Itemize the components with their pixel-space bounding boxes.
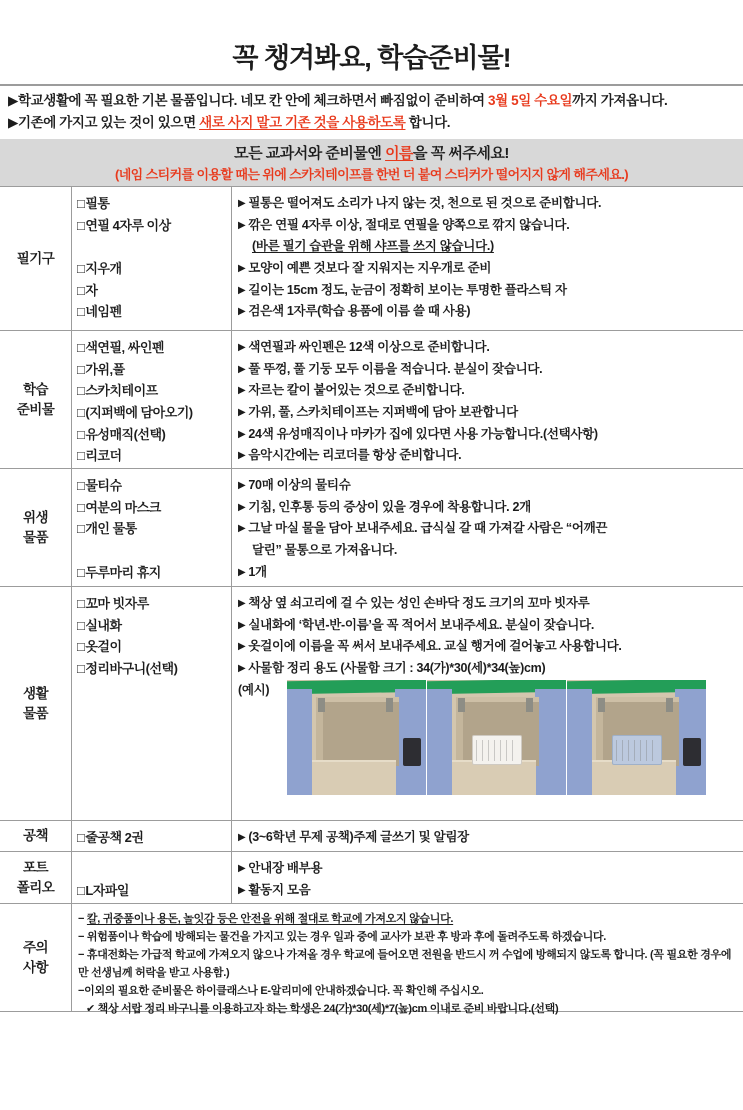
checklist-item xyxy=(77,497,231,519)
checkbox-icon: □ xyxy=(77,217,85,233)
checkbox-icon: □ xyxy=(77,340,85,355)
note-text: 길이는 15cm 정도, 눈금이 정확히 보이는 투명한 플라스틱 자 xyxy=(248,282,567,297)
note-text: (바른 필기 습관을 위해 샤프를 쓰지 않습니다.) xyxy=(252,239,494,254)
category-label: 폴리오 xyxy=(16,879,55,895)
checkbox-icon: □ xyxy=(77,882,85,898)
caution-line xyxy=(78,910,739,928)
note-text: 필통은 떨어져도 소리가 나지 않는 것, 천으로 된 것으로 준비합니다. xyxy=(248,196,602,210)
checklist-item xyxy=(77,258,231,280)
text-segment: −이외의 필요한 준비물은 하이클래스나 E-알리미에 안내하겠습니다. xyxy=(78,985,393,997)
note-text: 책상 옆 쇠고리에 걸 수 있는 성인 손바닥 정도 크기의 꼬마 빗자루 xyxy=(248,596,590,610)
checkbox-icon: □ xyxy=(77,521,85,537)
note-line xyxy=(238,445,743,467)
bullet-icon: ▶ xyxy=(238,619,246,631)
checkbox-icon: □ xyxy=(77,304,85,320)
table-row-cautions xyxy=(0,903,743,1015)
note-line xyxy=(238,280,743,302)
locker-hinge-left xyxy=(318,698,325,712)
checkbox-icon: □ xyxy=(77,478,85,493)
checkbox-icon: □ xyxy=(77,405,85,421)
notice-subline: (네임 스티커를 이용할 때는 위에 스카치테이프를 한번 더 붙여 스티커가 떨어지지 않게 해주세요.) xyxy=(115,167,628,182)
item-label: (지퍼백에 담아오기) xyxy=(85,405,193,421)
notes-cell-learning-supplies xyxy=(232,331,743,468)
locker-photo-strip xyxy=(287,680,706,795)
text-segment: 칼, 귀중품이나 용돈, 놀잇감 등은 안전을 위해 절대로 학교에 가져오지 않습니다. xyxy=(86,913,454,925)
intro-line-2 xyxy=(8,112,741,134)
locker-photo-white-basket xyxy=(427,680,566,795)
item-label: 연필 4자루 이상 xyxy=(85,217,171,233)
note-line xyxy=(238,540,743,562)
category-cell-learning-supplies xyxy=(0,331,72,468)
category-label: 필기구 xyxy=(16,250,55,266)
locker-hinge-left xyxy=(458,698,465,712)
item-label: 유성매직(선택) xyxy=(85,426,166,442)
note-line xyxy=(238,193,743,215)
notes-cell-hygiene-items xyxy=(232,469,743,586)
note-text: 가위, 풀, 스카치테이프는 지퍼백에 담아 보관합니다 xyxy=(248,405,518,420)
text-segment: 을 꼭 써주세요! xyxy=(413,145,509,162)
text-segment: ▶기존에 가지고 있는 것이 있으면 xyxy=(8,114,200,130)
checkbox-icon: □ xyxy=(77,448,85,464)
note-line xyxy=(238,658,743,680)
text-segment: − 휴대전화는 가급적 학교에 가져오지 않으나 가져올 경우 학교에 들어오면 전원을 반드시 꺼 수업에 방해되지 않도록 합니다. (꼭 필요한 경우에만 선생님께 허락을 받고 사용함.) xyxy=(78,949,732,979)
checkbox-icon: □ xyxy=(77,196,85,211)
caution-line xyxy=(78,1000,739,1018)
checklist-item xyxy=(77,562,231,584)
cautions-cell xyxy=(72,904,743,1015)
note-text: (3~6학년 무제 공책)주제 글쓰기 및 알림장 xyxy=(248,830,469,844)
bullet-icon: ▶ xyxy=(238,884,246,896)
checklist-item xyxy=(77,445,231,467)
text-segment: ✔ 책상 서랍 정리 바구니를 이용하고자 하는 학생은 24(가)*30(세)*7(높)cm 이내로 준비 바랍니다.(선택) xyxy=(86,1003,559,1015)
checklist-item xyxy=(77,380,231,402)
caution-line xyxy=(78,928,739,946)
bullet-icon: ▶ xyxy=(238,523,246,535)
text-segment: 새로 사지 말고 기존 것을 사용하도록 xyxy=(199,114,406,130)
checkbox-icon: □ xyxy=(77,661,85,677)
items-cell-notebooks xyxy=(72,821,232,851)
item-label: 두루마리 휴지 xyxy=(85,564,161,580)
table-row-portfolio xyxy=(0,851,743,903)
item-label: L자파일 xyxy=(85,882,129,898)
item-label: 줄공책 2권 xyxy=(85,830,144,845)
note-line xyxy=(238,337,743,359)
item-label: 정리바구니(선택) xyxy=(85,661,178,677)
intro-line-1 xyxy=(8,90,741,112)
note-text: 색연필과 싸인펜은 12색 이상으로 준비합니다. xyxy=(248,340,490,354)
text-segment: 꼭 확인해 주십시오. xyxy=(392,985,484,997)
note-line xyxy=(238,827,743,849)
note-line xyxy=(238,380,743,402)
text-segment: ▶학교생활에 꼭 필요한 기본 물품입니다. 네모 칸 안에 체크하면서 빠짐없이 준비하여 xyxy=(8,93,488,108)
checklist-item xyxy=(77,236,231,258)
note-line xyxy=(238,615,743,637)
checklist-item xyxy=(77,858,231,880)
locker-base xyxy=(452,760,536,795)
item-label: 지우개 xyxy=(85,261,122,277)
category-label: 공책 xyxy=(22,828,49,843)
bullet-icon: ▶ xyxy=(238,450,246,462)
note-text: 활동지 모음 xyxy=(248,882,311,897)
bullet-icon: ▶ xyxy=(238,501,246,513)
items-cell-learning-supplies xyxy=(72,331,232,468)
bullet-icon: ▶ xyxy=(238,198,246,209)
example-caption: (예시) xyxy=(238,682,270,697)
notes-cell-notebooks xyxy=(232,821,743,851)
item-label: 자 xyxy=(85,282,98,298)
note-line xyxy=(238,424,743,446)
note-line xyxy=(238,858,743,880)
bullet-icon: ▶ xyxy=(238,219,246,231)
locker-hinge-right xyxy=(666,698,673,712)
note-text: 그날 마실 물을 담아 보내주세요. 급식실 갈 때 가져갈 사람은 “어깨끈 xyxy=(248,521,608,536)
text-segment: 모든 교과서와 준비물엔 xyxy=(234,145,386,162)
item-label: 물티슈 xyxy=(85,478,122,493)
category-label: 학습 xyxy=(22,381,49,397)
example-photos-line xyxy=(238,680,743,795)
checklist-item xyxy=(77,424,231,446)
item-label: 네임펜 xyxy=(85,304,122,320)
text-segment: 3월 5일 수요일 xyxy=(487,93,573,108)
table-row-daily-items xyxy=(0,586,743,820)
locker-hinge-right xyxy=(386,698,393,712)
text-segment: − 위험품이나 학습에 방해되는 물건을 가지고 있는 경우 일과 중에 교사가 보관 후 방과 후에 돌려주도록 하겠습니다. xyxy=(78,931,606,943)
checklist-item xyxy=(77,215,231,237)
checklist-item xyxy=(77,402,231,424)
item-label: 개인 물통 xyxy=(85,521,137,537)
locker-right-door xyxy=(535,689,566,795)
checkbox-icon: □ xyxy=(77,383,85,399)
note-text: 1개 xyxy=(248,564,267,579)
locker-left-door xyxy=(287,689,312,795)
note-text: 24색 유성매직이나 마카가 집에 있다면 사용 가능합니다.(선택사항) xyxy=(248,426,598,441)
table-row-learning-supplies xyxy=(0,330,743,468)
basket-grid xyxy=(476,740,518,761)
note-text: 모양이 예쁜 것보다 잘 지워지는 지우개로 준비 xyxy=(248,261,492,276)
note-text: 옷걸이에 이름을 꼭 써서 보내주세요. 교실 행거에 걸어놓고 사용합니다. xyxy=(248,639,622,654)
item-label: 스카치테이프 xyxy=(85,383,158,399)
bullet-icon: ▶ xyxy=(238,263,246,275)
note-text: 실내화에 ‘학년-반-이름’을 꼭 적어서 보내주세요. 분실이 잦습니다. xyxy=(248,617,594,632)
checklist-item xyxy=(77,540,231,562)
caution-line xyxy=(78,982,739,1000)
bullet-icon: ▶ xyxy=(238,863,246,874)
item-label: 가위,풀 xyxy=(85,361,125,377)
note-line xyxy=(238,880,743,902)
caution-line xyxy=(78,946,739,982)
note-text: 음악시간에는 리코더를 항상 준비합니다. xyxy=(248,448,462,463)
note-text: 깎은 연필 4자루 이상, 절대로 연필을 양쪽으로 깎지 않습니다. xyxy=(248,217,570,232)
items-cell-writing-tools xyxy=(72,187,232,330)
text-segment: 이름 xyxy=(385,145,414,162)
category-label: 물품 xyxy=(22,705,49,721)
checkbox-icon: □ xyxy=(77,564,85,580)
checklist-item xyxy=(77,593,231,615)
item-label: 여분의 마스크 xyxy=(85,499,161,515)
category-cell-cautions xyxy=(0,904,72,1011)
items-cell-daily-items xyxy=(72,587,232,820)
bullet-icon: ▶ xyxy=(238,598,246,609)
blue-basket xyxy=(612,735,662,765)
checkbox-icon: □ xyxy=(77,639,85,655)
checklist-item xyxy=(77,475,231,497)
note-text: 안내장 배부용 xyxy=(248,861,323,875)
locker-hinge-right xyxy=(526,698,533,712)
bullet-icon: ▶ xyxy=(238,566,246,578)
category-cell-notebooks xyxy=(0,821,72,851)
category-label: 주의 xyxy=(22,939,49,955)
locker-left-door xyxy=(427,689,452,795)
bullet-icon: ▶ xyxy=(238,385,246,397)
page-title: 꼭 챙겨봐요, 학습준비물! xyxy=(232,43,511,73)
notes-cell-portfolio xyxy=(232,852,743,903)
locker-photo-empty xyxy=(287,680,426,795)
bullet-icon: ▶ xyxy=(238,641,246,653)
locker-left-door xyxy=(567,689,592,795)
checklist-table xyxy=(0,186,743,1015)
locker-base xyxy=(592,760,676,795)
note-text: 풀 뚜껑, 풀 기둥 모두 이름을 적습니다. 분실이 잦습니다. xyxy=(248,361,543,376)
category-cell-portfolio xyxy=(0,852,72,903)
checklist-item xyxy=(77,280,231,302)
note-line xyxy=(238,258,743,280)
checkbox-icon: □ xyxy=(77,426,85,442)
text-segment: − xyxy=(78,913,87,925)
intro-paragraph xyxy=(8,90,741,133)
checklist-item xyxy=(77,658,231,680)
category-label: 위생 xyxy=(22,509,49,525)
divider-line xyxy=(0,84,743,86)
bullet-icon: ▶ xyxy=(238,342,246,353)
locker-photo-blue-basket xyxy=(567,680,706,795)
bullet-icon: ▶ xyxy=(238,832,246,843)
note-line xyxy=(238,215,743,237)
checklist-item xyxy=(77,301,231,323)
category-label: 포트 xyxy=(22,859,49,875)
note-line xyxy=(238,497,743,519)
item-label: 꼬마 빗자루 xyxy=(85,596,149,611)
bullet-icon: ▶ xyxy=(238,480,246,491)
note-text: 사물함 정리 용도 (사물함 크기 : 34(가)*30(세)*34(높)cm) xyxy=(248,661,546,676)
notes-cell-writing-tools xyxy=(232,187,743,330)
checklist-item xyxy=(77,359,231,381)
category-label: 준비물 xyxy=(16,401,55,417)
category-cell-hygiene-items xyxy=(0,469,72,586)
checklist-item xyxy=(77,615,231,637)
table-row-writing-tools xyxy=(0,186,743,330)
name-notice-box xyxy=(0,139,743,186)
note-line xyxy=(238,593,743,615)
item-label: 필통 xyxy=(85,196,110,211)
checkbox-icon: □ xyxy=(77,261,85,277)
note-line xyxy=(238,236,743,258)
checkbox-icon: □ xyxy=(77,282,85,298)
item-label: 색연필, 싸인펜 xyxy=(85,340,164,355)
category-label: 물품 xyxy=(22,529,49,545)
checkbox-icon: □ xyxy=(77,830,85,845)
item-label: 실내화 xyxy=(85,617,122,633)
text-segment: 합니다. xyxy=(405,114,451,130)
bullet-icon: ▶ xyxy=(238,428,246,440)
note-line xyxy=(238,402,743,424)
checkbox-icon: □ xyxy=(77,617,85,633)
text-segment: 까지 가져옵니다. xyxy=(572,93,668,108)
checklist-item xyxy=(77,827,231,849)
door-pouch xyxy=(403,738,421,766)
checkbox-icon: □ xyxy=(77,499,85,515)
category-cell-daily-items xyxy=(0,587,72,820)
note-line xyxy=(238,475,743,497)
items-cell-portfolio xyxy=(72,852,232,903)
checklist-item xyxy=(77,880,231,902)
table-row-hygiene-items xyxy=(0,468,743,586)
checklist-item xyxy=(77,337,231,359)
checklist-item xyxy=(77,636,231,658)
note-text: 기침, 인후통 등의 증상이 있을 경우에 착용합니다. 2개 xyxy=(248,499,531,514)
note-line xyxy=(238,636,743,658)
note-text: 자르는 칼이 붙어있는 것으로 준비합니다. xyxy=(248,383,465,398)
items-cell-hygiene-items xyxy=(72,469,232,586)
checklist-item xyxy=(77,518,231,540)
notice-headline xyxy=(0,143,743,165)
note-line xyxy=(238,518,743,540)
bullet-icon: ▶ xyxy=(238,306,246,318)
bullet-icon: ▶ xyxy=(238,407,246,419)
item-label: 리코더 xyxy=(85,448,122,464)
category-cell-writing-tools xyxy=(0,187,72,330)
white-basket xyxy=(472,735,522,765)
item-label: 옷걸이 xyxy=(85,639,122,655)
bullet-icon: ▶ xyxy=(238,663,246,675)
locker-base xyxy=(312,760,396,795)
locker-hinge-left xyxy=(598,698,605,712)
note-text: 달린” 물통으로 가져옵니다. xyxy=(252,543,397,558)
notes-cell-daily-items xyxy=(232,587,743,820)
note-text: 70매 이상의 물티슈 xyxy=(248,478,351,492)
category-label: 생활 xyxy=(22,685,49,701)
note-text: 검은색 1자루(학습 용품에 이름 쓸 때 사용) xyxy=(248,304,471,319)
checkbox-icon: □ xyxy=(77,596,85,611)
checklist-item xyxy=(77,193,231,215)
checkbox-icon: □ xyxy=(77,361,85,377)
door-pouch xyxy=(683,738,701,766)
basket-grid xyxy=(616,740,658,761)
note-line xyxy=(238,359,743,381)
category-label: 사항 xyxy=(22,959,49,975)
note-line xyxy=(238,301,743,323)
note-line xyxy=(238,562,743,584)
bullet-icon: ▶ xyxy=(238,363,246,375)
table-row-notebooks xyxy=(0,820,743,851)
bullet-icon: ▶ xyxy=(238,284,246,296)
